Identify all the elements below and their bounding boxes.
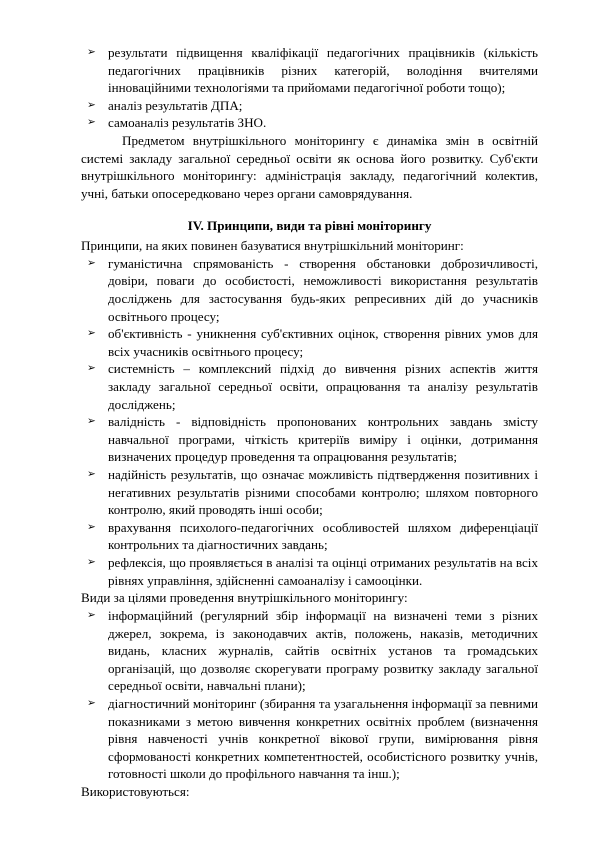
chevron-bullet-icon: ➢ xyxy=(87,556,96,569)
types-intro: Види за цілями проведення внутрішкільного моніторингу: xyxy=(81,590,408,606)
list-item xyxy=(81,97,538,115)
chevron-bullet-icon: ➢ xyxy=(87,362,96,375)
list-item-text: аналіз результатів ДПА; xyxy=(108,97,243,113)
list-item-text: діагностичний моніторинг (збирання та узагальнення інформації за певними показниками з метою вивчення конкретних освітніх проблем (визначення рівня навченості учнів конкретної вікової групи, вимірювання рівня сформованості конкретних компетентностей, особистісного розвитку учнів, готовності школи до профільного навчання та інш.); xyxy=(108,695,538,782)
principles-intro: Принципи, на яких повинен базуватися внутрішкільний моніторинг: xyxy=(81,238,464,254)
chevron-bullet-icon: ➢ xyxy=(87,327,96,340)
list-item-text: надійність результатів, що означає можливість підтвердження позитивних і негативних результатів різними способами контролю; шляхом повторного контролю, який проводять інші особи; xyxy=(108,467,538,518)
types-list xyxy=(81,607,538,783)
list-item-text: валідність - відповідність пропонованих контрольних завдань змісту навчальної програми, чіткість критеріїв виміру і оцінки, дотримання визначених процедур проведення та опрацювання результатів; xyxy=(108,414,538,465)
list-item xyxy=(81,360,538,413)
document-body xyxy=(81,44,538,801)
list-item xyxy=(81,466,538,519)
list-item xyxy=(81,413,538,466)
list-item-text: самоаналіз результатів ЗНО. xyxy=(108,115,267,131)
list-item xyxy=(81,255,538,325)
list-item xyxy=(81,519,538,554)
list-item xyxy=(81,325,538,360)
list-item-text: інформаційний (регулярний збір інформації на визначені теми з різних джерел, зокрема, із законодавчих актів, положень, наказів, методичних видань, класних журналів, сайтів освітніх установ та громадських організацій, що дозволяє скорегувати програму розвитку закладу загальної середньої освіти, навчальні плани); xyxy=(108,607,538,694)
list-item xyxy=(81,607,538,695)
chevron-bullet-icon: ➢ xyxy=(87,256,96,269)
chevron-bullet-icon: ➢ xyxy=(87,415,96,428)
principles-list xyxy=(81,255,538,590)
list-item-text: об'єктивність - уникнення суб'єктивних оцінок, створення рівних умов для всіх учасників освітнього процесу; xyxy=(108,326,538,359)
list-item xyxy=(81,695,538,783)
top-results-list xyxy=(81,44,538,132)
list-item xyxy=(81,44,538,97)
chevron-bullet-icon: ➢ xyxy=(87,116,96,129)
closing-line: Використовуються: xyxy=(81,783,190,799)
list-item-text: врахування психолого-педагогічних особливостей шляхом диференціації контрольних та діагностичних завдань; xyxy=(108,519,538,553)
list-item-text: рефлексія, що проявляється в аналізі та оцінці отриманих результатів на всіх рівнях управління, здійсненні самоаналізу і самооцінки. xyxy=(108,555,538,588)
chevron-bullet-icon: ➢ xyxy=(87,98,96,111)
chevron-bullet-icon: ➢ xyxy=(87,520,96,533)
list-item-text: гуманістична спрямованість - створення обстановки доброзичливості, довіри, поваги до особистості, неможливості використання результатів досліджень для застосування будь-яких репресивних дій до учасників освітнього процесу; xyxy=(108,255,538,324)
list-item xyxy=(81,554,538,589)
chevron-bullet-icon: ➢ xyxy=(87,696,96,709)
list-item xyxy=(81,114,538,132)
list-item-text: системність – комплексний підхід до вивчення різних аспектів життя закладу загальної середньої освіти, опрацювання та аналізу результатів досліджень; xyxy=(108,361,538,412)
page-title: IV. Принципи, види та рівні моніторингу xyxy=(187,218,432,234)
chevron-bullet-icon: ➢ xyxy=(87,608,96,621)
chevron-bullet-icon: ➢ xyxy=(87,468,96,481)
chevron-bullet-icon: ➢ xyxy=(87,46,96,58)
subject-paragraph: Предметом внутрішкільного моніторингу є динаміка змін в освітній системі закладу загальної середньої освіти як основа його розвитку. Суб'єкти внутрішкільного моніторингу: адміністрація закладу, педагогічний колектив, учні, батьки опосередковано через органи самоврядування. xyxy=(81,133,538,201)
list-item-text: результати підвищення кваліфікації педагогічних працівників (кількість педагогічних працівників різних категорій, володіння вчителями інноваційними технологіями та прийомами педагогічної роботи тощо); xyxy=(108,45,538,96)
